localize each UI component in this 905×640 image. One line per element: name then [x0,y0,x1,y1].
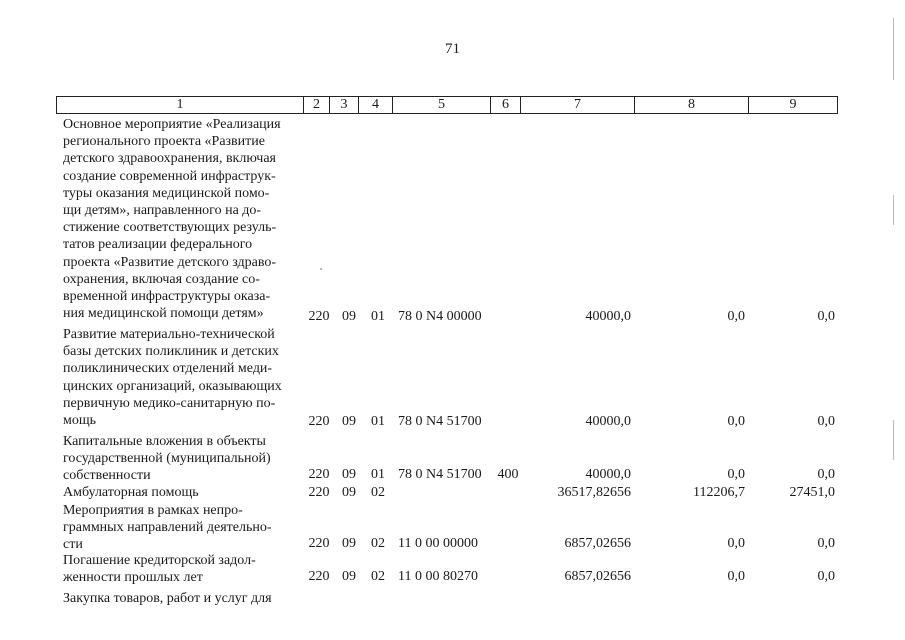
cell-col-9: 27451,0 [789,485,835,500]
row-description: Амбулаторная помощь [63,485,199,500]
header-col-1: 1 [176,97,184,112]
header-col-7: 7 [520,97,634,113]
header-col-2: 2 [303,97,329,113]
cell-col-7: 6857,02656 [564,569,631,584]
cell-col-3: 09 [342,309,356,324]
cell-col-5: 78 0 N4 51700 [398,414,482,429]
cell-col-8: 112206,7 [693,485,745,500]
cell-col-7: 40000,0 [585,467,631,482]
header-col-5: 5 [392,97,490,113]
cell-col-2: 220 [308,467,330,482]
page-number: 71 [445,41,460,57]
cell-col-8: 0,0 [727,414,745,429]
cell-col-3: 09 [342,536,356,551]
scan-margin-line [893,195,894,225]
header-col-9: 9 [748,97,837,113]
cell-col-2: 220 [308,414,330,429]
cell-col-8: 0,0 [727,309,745,324]
cell-col-5: 11 0 00 00000 [398,536,478,551]
cell-col-5: 78 0 N4 51700 [398,467,482,482]
cell-col-2: 220 [308,536,330,551]
header-col-6: 6 [490,97,520,113]
cell-col-3: 09 [342,467,356,482]
cell-col-9: 0,0 [817,309,835,324]
row-description: Капитальные вложения в объекты государственной (муниципальной) собственности [63,434,271,484]
row-description: Развитие материально-технической базы детских поликлиник и детских поликлинических отделений меди- цинских организаций, оказывающих первичную медико-санитарную по- мощь [63,327,282,429]
cell-col-4: 01 [371,309,385,324]
cell-col-8: 0,0 [727,569,745,584]
row-description: Закупка товаров, работ и услуг для [63,591,272,606]
cell-col-8: 0,0 [727,536,745,551]
cell-col-4: 02 [371,569,385,584]
cell-col-9: 0,0 [817,467,835,482]
cell-col-7: 36517,82656 [557,485,631,500]
cell-col-4: 02 [371,485,385,500]
table-header-row [56,96,838,114]
cell-col-2: 220 [308,485,330,500]
cell-col-2: 220 [308,569,330,584]
header-col-8: 8 [634,97,748,113]
cell-col-4: 02 [371,536,385,551]
cell-col-4: 01 [371,467,385,482]
cell-col-3: 09 [342,414,356,429]
row-description: Погашение кредиторской задол- женности прошлых лет [63,553,256,586]
cell-col-4: 01 [371,414,385,429]
row-description: Основное мероприятие «Реализация регионального проекта «Развитие детского здравоохранения, включая создание современной инфраструк- туры оказания медицинской помо- щи детям», направленного на до- стижение соответствующих резуль- татов реализации федерального проекта «Развитие детского здраво- охранения, включая создание со- временной инфраструктуры оказа- ния медицинской помощи детям» [63,117,281,322]
cell-col-3: 09 [342,569,356,584]
row-description: Мероприятия в рамках непро- граммных направлений деятельно- сти [63,503,272,553]
scan-margin-line [893,420,894,460]
cell-col-2: 220 [308,309,330,324]
cell-col-7: 40000,0 [585,309,631,324]
cell-col-9: 0,0 [817,569,835,584]
cell-col-3: 09 [342,485,356,500]
cell-col-9: 0,0 [817,536,835,551]
cell-col-5: 78 0 N4 00000 [398,309,482,324]
header-col-4: 4 [358,97,392,113]
header-col-3: 3 [329,97,358,113]
cell-col-9: 0,0 [817,414,835,429]
cell-col-5: 11 0 00 80270 [398,569,478,584]
cell-col-8: 0,0 [727,467,745,482]
cell-col-7: 6857,02656 [564,536,631,551]
cell-col-7: 40000,0 [585,414,631,429]
scan-dot [320,268,322,270]
scan-margin-line [893,18,894,80]
cell-col-6: 400 [497,467,519,482]
